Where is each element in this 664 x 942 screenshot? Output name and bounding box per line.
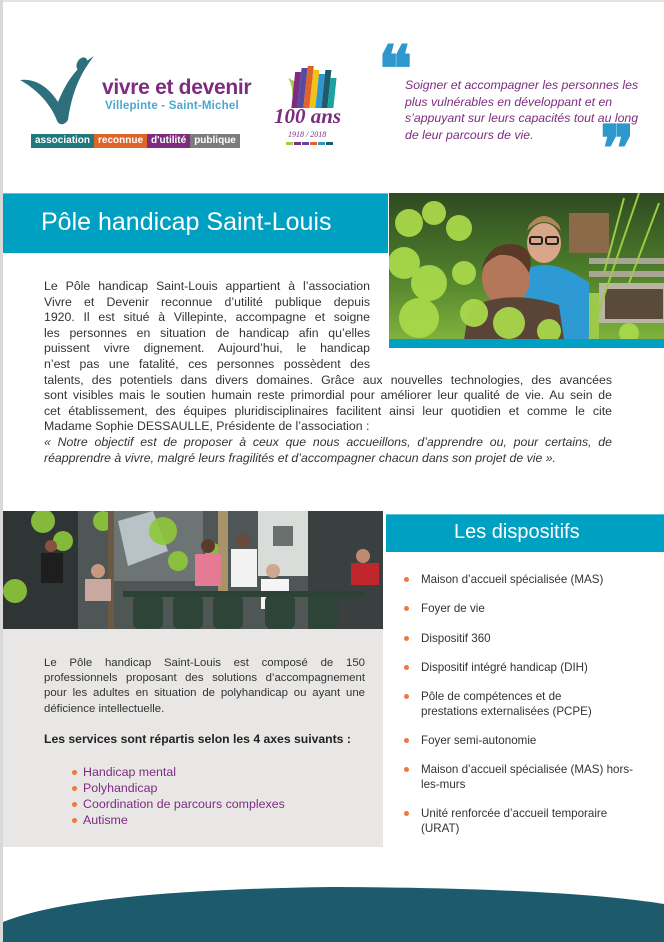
open-quote-icon: ❝: [378, 34, 413, 105]
dispositif-item: [404, 806, 634, 836]
intro-line: puissent vivre dignement. Aujourd’hui, le handicap: [44, 341, 370, 356]
bullet-icon: [72, 786, 77, 791]
bullet-icon: [404, 811, 409, 816]
president-quote-line: réapprendre à vivre, malgré leurs fragilités et d’accompagner chacun dans son projet de vie ».: [44, 450, 556, 465]
axes-list: [72, 764, 285, 828]
logo-title: vivre et devenir: [102, 76, 252, 99]
books-icon: [286, 64, 342, 108]
axis-label: Autisme: [83, 813, 128, 827]
centenary-label: 100 ans: [274, 104, 342, 128]
axis-item: [72, 780, 285, 796]
bullet-icon: [404, 636, 409, 641]
centenary-color-bar: [286, 142, 333, 145]
axis-item: [72, 812, 285, 828]
services-description-line: Le Pôle handicap Saint-Louis est composé de 150: [44, 657, 365, 669]
page-top-edge: [0, 0, 664, 2]
dispositifs-list: [404, 572, 654, 836]
centenary-logo: [272, 64, 348, 148]
intro-line: n’est pas une fatalité, ces personnes possèdent des: [44, 356, 370, 371]
terrace-photo: [3, 511, 383, 629]
services-description-line: pour les adultes en situation de polyhandicap ou ayant une: [44, 687, 365, 700]
axis-item: [72, 764, 285, 780]
bullet-icon: [72, 770, 77, 775]
bullet-icon: [404, 738, 409, 743]
person-figure-icon: [14, 48, 104, 128]
dispositif-label: Foyer semi-autonomie: [421, 734, 537, 747]
footer-wave: [3, 880, 664, 942]
dispositif-label: Unité renforcée d’accueil temporaire (URAT): [421, 807, 608, 835]
services-description-line: déficience intellectuelle.: [44, 702, 165, 715]
dispositifs-title: Les dispositifs: [454, 521, 580, 543]
tag-association: association: [31, 134, 94, 148]
dispositif-item: [404, 762, 644, 792]
tag-reconnue: reconnue: [94, 134, 147, 148]
intro-line: Vivre et Devenir reconnue d’utilité publique depuis: [44, 294, 370, 309]
dispositif-item: [404, 660, 654, 675]
dispositif-label: Maison d’accueil spécialisée (MAS) hors-les-murs: [421, 763, 633, 791]
dispositif-item: [404, 733, 654, 748]
dispositif-item: [404, 631, 654, 646]
intro-paragraph: [44, 279, 612, 466]
dispositif-label: Dispositif 360: [421, 632, 491, 645]
intro-line: talents, des potentiels dans divers domaines. Grâce aux nouvelles technologies, des avancées: [44, 372, 612, 387]
services-description-line: professionnels proposant des solutions d’accompagnement: [44, 672, 365, 685]
bullet-icon: [72, 818, 77, 823]
dispositif-label: Dispositif intégré handicap (DIH): [421, 661, 588, 674]
services-description: [44, 656, 365, 717]
logo-subtitle: Villepinte - Saint-Michel: [105, 100, 239, 112]
centenary-years: 1918 / 2018: [288, 130, 327, 139]
axis-label: Polyhandicap: [83, 781, 158, 795]
mission-quote: Soigner et accompagner les personnes les plus vulnérables en développant et en s’appuyant sur leurs capacités tout au long de leur parcours de vie.: [405, 78, 639, 142]
bullet-icon: [72, 802, 77, 807]
association-logo: [14, 48, 254, 152]
dispositif-label: Maison d’accueil spécialisée (MAS): [421, 573, 604, 586]
dispositif-item: [404, 689, 604, 719]
axis-label: Coordination de parcours complexes: [83, 797, 285, 811]
intro-line: Madame Sophie DESSAULLE, Présidente de l’association :: [44, 419, 370, 434]
logo-tagline: [31, 134, 240, 148]
intro-line: les personnes en situation de handicap afin qu’elles: [44, 325, 370, 340]
intro-line: cet établissement, des équipes pluridisciplinaires facilitent ainsi leur quotidien et comme le cite: [44, 403, 612, 418]
axis-item: [72, 796, 285, 812]
bullet-icon: [404, 665, 409, 670]
dispositifs-title-band: [386, 514, 664, 552]
dispositif-label: Foyer de vie: [421, 602, 485, 615]
dispositif-item: [404, 601, 654, 616]
bullet-icon: [404, 694, 409, 699]
bullet-icon: [404, 767, 409, 772]
intro-line: sont visibles mais le soutien humain reste primordial pour améliorer leur qualité de vie. Au sein de: [44, 388, 612, 403]
tag-publique: publique: [190, 134, 240, 148]
page-title: Pôle handicap Saint-Louis: [41, 208, 332, 236]
axes-heading: Les services sont répartis selon les 4 axes suivants :: [44, 732, 351, 746]
axis-label: Handicap mental: [83, 765, 176, 779]
intro-line: 1920. Il est situé à Villepinte, accompagne et soigne: [44, 310, 370, 325]
tag-utilite: d'utilité: [147, 134, 190, 148]
section-title-band: [3, 193, 388, 253]
dispositif-item: [404, 572, 654, 587]
bullet-icon: [404, 577, 409, 582]
intro-line: Le Pôle handicap Saint-Louis appartient à l’association: [44, 279, 370, 293]
bullet-icon: [404, 606, 409, 611]
close-quote-icon: ❞: [600, 114, 635, 185]
dispositif-label: Pôle de compétences et de prestations externalisées (PCPE): [421, 690, 592, 718]
president-quote-line: « Notre objectif est de proposer à ceux que nous accueillons, d’apprendre ou, pour certains, de: [44, 434, 612, 449]
